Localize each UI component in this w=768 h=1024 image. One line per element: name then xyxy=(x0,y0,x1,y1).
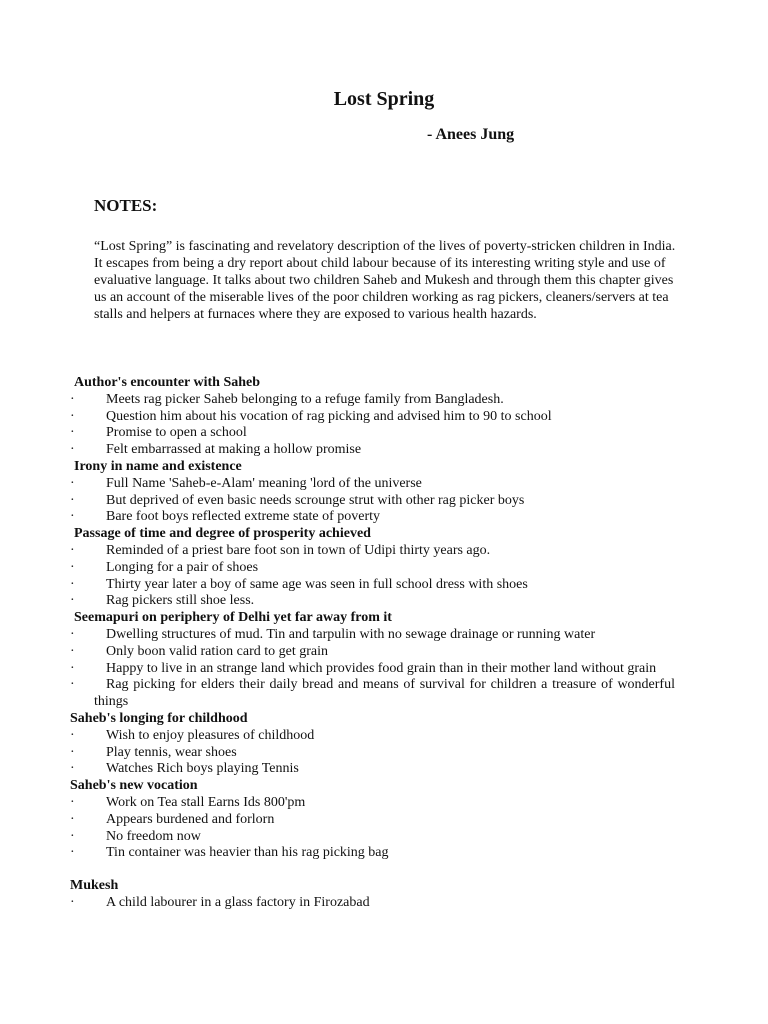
list-item: · Reminded of a priest bare foot son in town of Udipi thirty years ago. xyxy=(70,542,491,558)
notes-heading: NOTES: xyxy=(94,196,158,215)
list-item: · But deprived of even basic needs scrounge strut with other rag picker boys xyxy=(70,492,525,508)
bullet-icon: · xyxy=(70,475,75,491)
bullet-icon: · xyxy=(70,894,75,910)
intro-paragraph: “Lost Spring” is fascinating and revelatory description of the lives of poverty-stricken children in India. It escapes from being a dry report about child labour because of its interesting writing style and use of evaluative language. It talks about two children Saheb and Mukesh and through them this chapter gives us an account of the miserable lives of the poor children working as rag pickers, cleaners/servers at tea stalls and helpers at furnaces where they are exposed to various health hazards. xyxy=(94,239,676,322)
list-item: · Appears burdened and forlorn xyxy=(70,811,275,827)
bullet-icon: · xyxy=(70,811,75,827)
section-heading: Saheb's new vocation xyxy=(70,778,198,794)
section-heading: Irony in name and existence xyxy=(74,458,242,474)
list-item: · Only boon valid ration card to get grain xyxy=(70,643,328,659)
author-byline: - Anees Jung xyxy=(427,126,515,143)
list-item: · Full Name 'Saheb-e-Alam' meaning 'lord of the universe xyxy=(70,475,422,491)
bullet-icon: · xyxy=(70,626,75,642)
section-heading: Mukesh xyxy=(70,878,119,894)
list-item: · Thirty year later a boy of same age was seen in full school dress with shoes xyxy=(70,576,528,592)
list-item: · Work on Tea stall Earns Ids 800'pm xyxy=(70,794,306,810)
bullet-icon: · xyxy=(70,593,75,609)
bullet-icon: · xyxy=(70,660,75,676)
document-title: Lost Spring xyxy=(333,88,435,110)
list-item: · Felt embarrassed at making a hollow promise xyxy=(70,442,362,458)
bullet-icon: · xyxy=(70,408,75,424)
bullet-icon: · xyxy=(70,828,75,844)
bullet-icon: · xyxy=(70,744,75,760)
list-item: · Tin container was heavier than his rag picking bag xyxy=(70,845,389,861)
bullet-icon: · xyxy=(70,761,75,777)
list-item: · Longing for a pair of shoes xyxy=(70,559,259,575)
list-item: · Watches Rich boys playing Tennis xyxy=(70,761,299,777)
bullet-icon: · xyxy=(70,492,75,508)
section-heading: Passage of time and degree of prosperity achieved xyxy=(74,526,371,542)
list-item: · Play tennis, wear shoes xyxy=(70,744,237,760)
list-item: · Rag pickers still shoe less. xyxy=(70,593,255,609)
bullet-icon: · xyxy=(70,794,75,810)
bullet-icon: · xyxy=(70,643,75,659)
list-item: · Dwelling structures of mud. Tin and tarpulin with no sewage drainage or running water xyxy=(70,626,596,642)
section-heading: Seemapuri on periphery of Delhi yet far away from it xyxy=(74,610,392,626)
bullet-icon: · xyxy=(70,677,75,693)
bullet-icon: · xyxy=(70,391,75,407)
bullet-icon: · xyxy=(70,727,75,743)
list-item: · Promise to open a school xyxy=(70,425,247,441)
section-heading: Saheb's longing for childhood xyxy=(70,710,248,726)
list-item: · Wish to enjoy pleasures of childhood xyxy=(70,727,315,743)
bullet-icon: · xyxy=(70,559,75,575)
list-item: · Happy to live in an strange land which provides food grain than in their mother land without grain xyxy=(70,660,657,676)
list-item: · Rag picking for elders their daily bread and means of survival for children a treasure of wonderful things xyxy=(70,677,675,710)
bullet-icon: · xyxy=(70,425,75,441)
bullet-icon: · xyxy=(70,542,75,558)
section-heading: Author's encounter with Saheb xyxy=(74,375,261,390)
list-item: · A child labourer in a glass factory in Firozabad xyxy=(70,894,370,910)
bullet-icon: · xyxy=(70,442,75,458)
notes-outline xyxy=(0,375,768,912)
list-item: · Meets rag picker Saheb belonging to a refuge family from Bangladesh. xyxy=(70,391,504,407)
list-item: · No freedom now xyxy=(70,828,201,844)
bullet-icon: · xyxy=(70,576,75,592)
list-item: · Bare foot boys reflected extreme state of poverty xyxy=(70,509,381,525)
bullet-icon: · xyxy=(70,509,75,525)
bullet-icon: · xyxy=(70,845,75,861)
list-item: · Question him about his vocation of rag picking and advised him to 90 to school xyxy=(70,408,552,424)
